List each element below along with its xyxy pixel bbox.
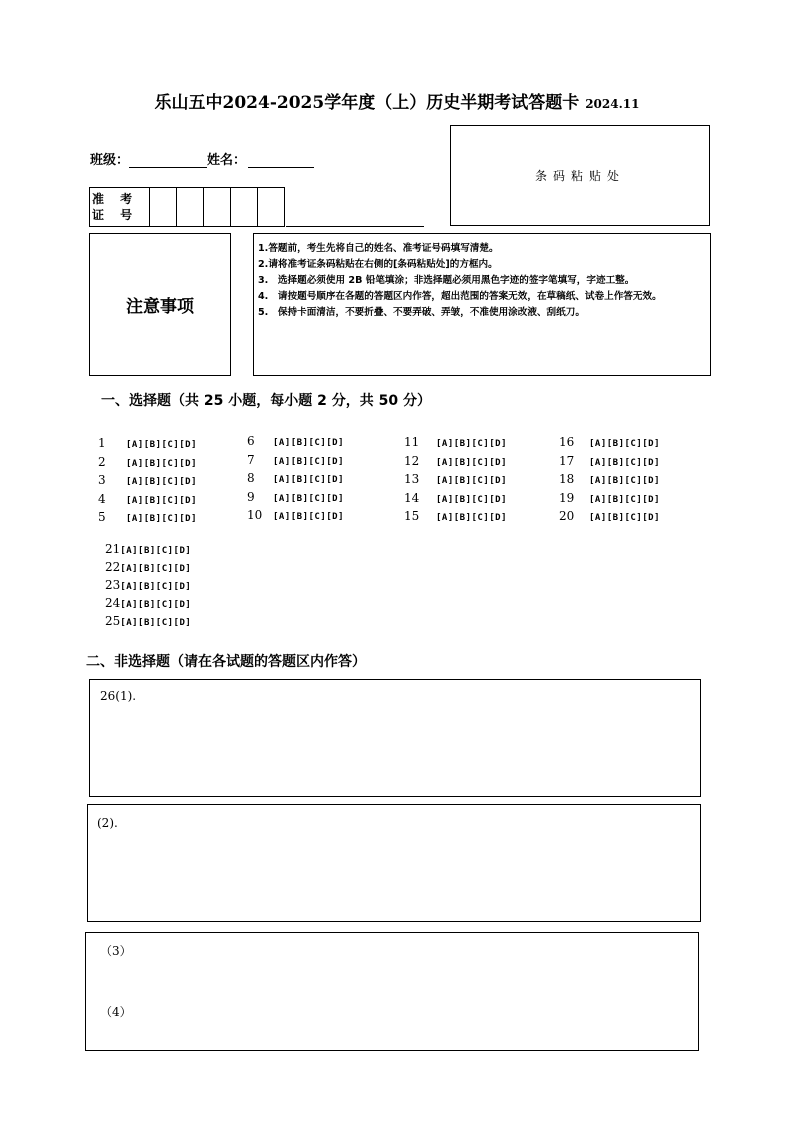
answer-options[interactable]: [A][B][C][D] [120,618,192,628]
answer-options[interactable]: [A][B][C][D] [126,495,198,506]
mc-row [559,450,660,469]
answer-options[interactable]: [A][B][C][D] [126,477,198,487]
answer-options[interactable]: [A][B][C][D] [126,440,198,450]
mc-row [559,487,660,506]
question-number: 6 [247,434,255,448]
name-label: 姓名： [207,153,247,168]
title-date: 2024.11 [585,97,640,111]
student-info-line [90,149,314,168]
question-number: 13 [404,472,420,486]
mc-row [247,504,344,523]
answer-options[interactable]: [A][B][C][D] [589,457,661,468]
mc-row [247,430,344,449]
page-title [0,88,794,113]
mc-row [105,556,191,574]
mc-row [404,431,507,450]
notice-item: 4. 请按题号顺序在各题的答题区内作答，超出范围的答案无效，在草稿纸、试卷上作答无效。 [258,291,662,302]
mc-row [247,467,344,486]
answer-options[interactable]: [A][B][C][D] [589,494,661,505]
question-number: 20 [559,509,575,523]
exam-id-cell[interactable] [177,188,204,226]
answer-options[interactable]: [A][B][C][D] [273,512,345,522]
answer-options[interactable]: [A][B][C][D] [273,493,345,504]
mc-row [98,451,197,470]
answer-box-26-3-4[interactable] [85,932,699,1051]
question-number: 10 [247,508,263,522]
mc-row [559,431,660,450]
mc-row [559,505,660,524]
answer-options[interactable]: [A][B][C][D] [120,546,192,556]
mc-column-4 [559,431,660,524]
mc-row [404,450,507,469]
answer-options[interactable]: [A][B][C][D] [120,600,192,610]
question-number: 25 [105,614,121,628]
question-number: 11 [404,435,420,449]
answer-options[interactable]: [A][B][C][D] [589,476,661,486]
notice-item: 5. 保持卡面清洁，不要折叠、不要弄破、弄皱，不准使用涂改液、刮纸刀。 [258,307,585,318]
notice-heading-text: 注意事项 [126,297,194,317]
question-number: 12 [404,453,420,468]
question-number: 15 [404,509,420,523]
exam-id-underline [286,226,424,227]
answer-options[interactable]: [A][B][C][D] [120,564,192,574]
notice-item: 2.请将准考证条码粘贴在右侧的[条码粘贴处]的方框内。 [258,259,498,270]
answer-box-label: （3） [100,944,132,958]
answer-options[interactable]: [A][B][C][D] [436,476,508,486]
question-number: 24 [105,596,121,610]
mc-row [404,505,507,524]
mc-column-3 [404,431,507,524]
exam-id-label-line1: 准 考 [92,192,139,206]
mc-row [105,574,191,592]
section-1-title: 一、选择题（共 25 小题，每小题 2 分，共 50 分） [101,393,431,409]
answer-options[interactable]: [A][B][C][D] [273,456,345,467]
exam-id-cell[interactable] [258,188,285,226]
mc-row [105,592,191,610]
exam-id-cell[interactable] [231,188,258,226]
mc-row [105,610,191,628]
mc-column-5 [105,538,191,628]
answer-options[interactable]: [A][B][C][D] [126,514,198,524]
answer-options[interactable]: [A][B][C][D] [126,458,198,469]
answer-options[interactable]: [A][B][C][D] [589,439,661,449]
title-text: 乐山五中2024-2025学年度（上）历史半期考试答题卡 [154,93,580,113]
notice-item: 1.答题前，考生先将自己的姓名、准考证号码填写清楚。 [258,243,499,254]
question-number: 3 [98,473,106,487]
answer-options[interactable]: [A][B][C][D] [436,439,508,449]
mc-row [559,468,660,487]
answer-options[interactable]: [A][B][C][D] [120,582,192,592]
question-number: 14 [404,490,420,505]
name-field[interactable] [248,153,314,168]
answer-box-26-1[interactable] [89,679,701,797]
mc-row [247,449,344,468]
exam-id-table [89,187,285,227]
answer-box-label: (2). [97,816,118,830]
mc-row [98,469,197,488]
answer-options[interactable]: [A][B][C][D] [436,457,508,468]
question-number: 8 [247,471,255,485]
question-number: 4 [98,491,106,506]
answer-options[interactable]: [A][B][C][D] [436,494,508,505]
question-number: 23 [105,578,121,592]
answer-box-label: （4） [100,1005,132,1019]
exam-id-cell[interactable] [204,188,231,226]
section-2-title: 二、非选择题（请在各试题的答题区内作答） [86,654,366,670]
mc-row [98,506,197,525]
question-number: 21 [105,542,121,556]
question-number: 18 [559,472,575,486]
answer-box-26-2[interactable] [87,804,701,922]
question-number: 5 [98,510,106,524]
mc-row [404,487,507,506]
mc-row [247,486,344,505]
question-number: 9 [247,489,255,504]
mc-row [404,468,507,487]
question-number: 2 [98,454,106,469]
notice-item: 3. 选择题必须使用 2B 铅笔填涂；非选择题必须用黑色字迹的签字笔填写，字迹工整。 [258,275,635,286]
answer-options[interactable]: [A][B][C][D] [589,513,661,523]
exam-id-label [90,188,150,226]
barcode-area [450,125,710,226]
mc-column-2 [247,430,344,523]
barcode-label: 条码粘贴处 [534,169,625,183]
answer-box-label: 26(1). [100,689,137,703]
question-number: 17 [559,453,575,468]
mc-column-1 [98,432,197,525]
notice-body [253,233,711,376]
question-number: 1 [98,436,106,450]
question-number: 19 [559,490,575,505]
exam-id-cell[interactable] [150,188,177,226]
question-number: 16 [559,435,575,449]
answer-options[interactable]: [A][B][C][D] [273,475,345,485]
class-field[interactable] [129,153,207,168]
mc-row [105,538,191,556]
question-number: 7 [247,452,255,467]
mc-row [98,488,197,507]
exam-id-label-line2: 证 号 [92,208,139,222]
answer-options[interactable]: [A][B][C][D] [273,438,345,448]
notice-heading [89,233,231,376]
question-number: 22 [105,560,121,574]
mc-row [98,432,197,451]
answer-options[interactable]: [A][B][C][D] [436,513,508,523]
class-label: 班级： [90,153,130,168]
